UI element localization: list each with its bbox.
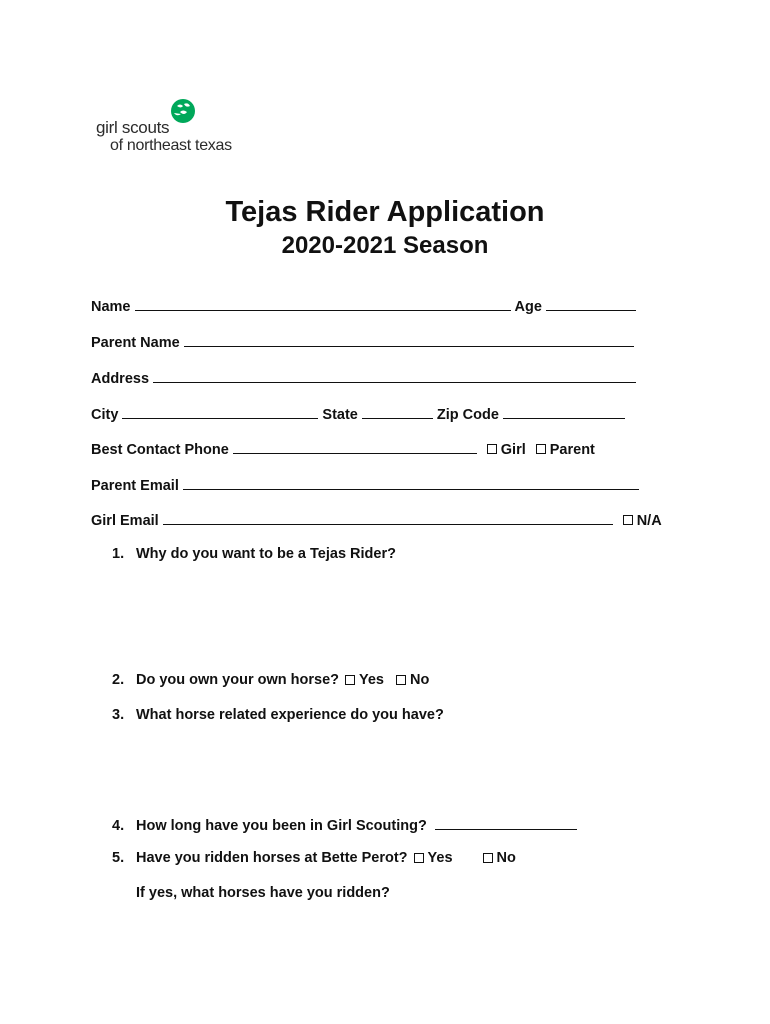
- q2-yes-label: Yes: [359, 672, 384, 688]
- q2-no-label: No: [410, 672, 430, 688]
- state-label: State: [322, 407, 358, 423]
- phone-field[interactable]: [233, 439, 477, 454]
- address-field[interactable]: [153, 368, 636, 383]
- question-4-number: 4.: [112, 818, 125, 834]
- q2-no-checkbox[interactable]: [396, 675, 406, 685]
- state-field[interactable]: [362, 404, 433, 419]
- q5-yes-checkbox[interactable]: [414, 853, 424, 863]
- parent-email-field[interactable]: [183, 475, 639, 490]
- address-label: Address: [91, 371, 150, 387]
- girl-checkbox[interactable]: [487, 444, 497, 454]
- question-5-followup: If yes, what horses have you ridden?: [136, 885, 390, 901]
- question-4: [112, 815, 581, 834]
- question-1: [112, 546, 396, 562]
- age-field[interactable]: [546, 296, 636, 311]
- parent-name-row: [91, 332, 638, 352]
- question-1-text: Why do you want to be a Tejas Rider?: [136, 546, 396, 562]
- q5-yes-label: Yes: [427, 850, 453, 866]
- girl-email-row: [91, 510, 662, 530]
- na-checkbox[interactable]: [623, 515, 633, 525]
- parent-label: Parent: [549, 442, 595, 458]
- parent-email-row: [91, 475, 643, 495]
- parent-name-field[interactable]: [184, 332, 634, 347]
- q2-yes-checkbox[interactable]: [345, 675, 355, 685]
- girl-label: Girl: [500, 442, 526, 458]
- question-1-number: 1.: [112, 546, 125, 562]
- question-3-number: 3.: [112, 707, 125, 723]
- logo-line-1: girl scouts: [96, 118, 170, 137]
- trefoil-icon: [168, 98, 198, 128]
- phone-row: [91, 439, 595, 459]
- age-label: Age: [514, 299, 542, 315]
- question-2-text: Do you own your own horse?: [136, 672, 339, 688]
- zip-label: Zip Code: [436, 407, 499, 423]
- q5-no-label: No: [496, 850, 516, 866]
- question-2-number: 2.: [112, 672, 125, 688]
- question-4-field[interactable]: [435, 815, 577, 830]
- girl-scouts-logo: [96, 98, 246, 158]
- page-title: Tejas Rider Application: [225, 196, 545, 228]
- city-label: City: [91, 407, 119, 423]
- address-row: [91, 368, 640, 388]
- question-5-text: Have you ridden horses at Bette Perot?: [136, 850, 408, 866]
- name-row: [91, 296, 640, 316]
- parent-name-label: Parent Name: [91, 335, 180, 351]
- page-subtitle: 2020-2021 Season: [281, 232, 489, 259]
- name-label: Name: [91, 299, 131, 315]
- city-state-zip-row: [91, 404, 629, 424]
- question-5: [112, 850, 516, 866]
- question-4-text: How long have you been in Girl Scouting?: [136, 818, 427, 834]
- question-5-number: 5.: [112, 850, 125, 866]
- q5-no-checkbox[interactable]: [483, 853, 493, 863]
- girl-email-label: Girl Email: [91, 513, 159, 529]
- na-label: N/A: [636, 513, 662, 529]
- city-field[interactable]: [122, 404, 318, 419]
- zip-field[interactable]: [503, 404, 625, 419]
- phone-label: Best Contact Phone: [91, 442, 229, 458]
- logo-line-2: of northeast texas: [110, 137, 232, 154]
- girl-email-field[interactable]: [163, 510, 613, 525]
- question-3-text: What horse related experience do you have?: [136, 707, 444, 723]
- parent-checkbox[interactable]: [536, 444, 546, 454]
- parent-email-label: Parent Email: [91, 478, 179, 494]
- question-2: [112, 672, 429, 688]
- name-field[interactable]: [135, 296, 511, 311]
- question-3: [112, 707, 444, 723]
